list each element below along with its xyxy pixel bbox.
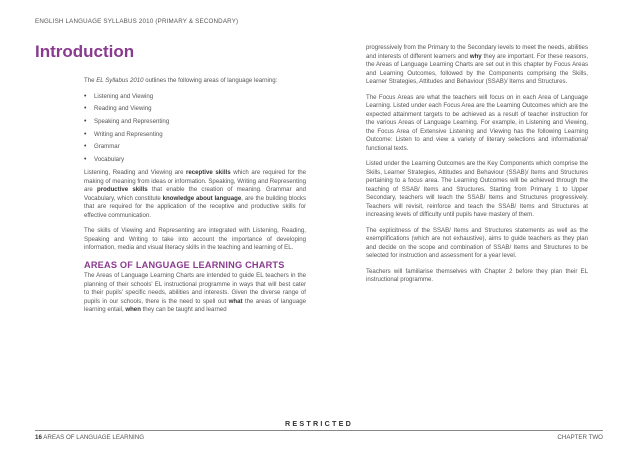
familiarise-paragraph: Teachers will familiarise themselves with Chapter 2 before they plan their EL instructional programme. bbox=[366, 267, 588, 283]
syllabus-title: EL Syllabus 2010 bbox=[96, 77, 144, 84]
footer-section-title: AREAS OF LANGUAGE LEARNING bbox=[41, 434, 145, 441]
list-item: • Speaking and Representing bbox=[84, 117, 170, 125]
restricted-label: RESTRICTED bbox=[285, 419, 353, 428]
focus-areas-paragraph: The Focus Areas are what the teachers will focus on in each Area of Language Learning. Listed under each Focus Area are the Learning Outcomes which are the expected attainment targets to be achieved as a result of teacher instruction for the various Areas of Language Learning. For example, in Listening and Viewing, the Focus Area of Extensive Listening and Viewing has the following Learning Outcome: Listen to and view a variety of literary selections and informational/ functional texts. bbox=[366, 93, 588, 152]
language-areas-list bbox=[84, 93, 306, 165]
bullet-icon: • bbox=[84, 105, 87, 113]
skills-paragraph: Listening, Reading and Viewing are receptive skills which are required for the making of meaning from ideas or information. Speaking, Writing and Representing are productive skills that enable the creation of meaning. Grammar and Vocabulary, which constitute knowledge about language, are the building blocks that are required for the application of the receptive and productive skills for effective communication. bbox=[84, 169, 306, 219]
list-item: • Grammar bbox=[84, 143, 120, 151]
running-header: ENGLISH LANGUAGE SYLLABUS 2010 (PRIMARY & SECONDARY) bbox=[35, 18, 239, 25]
charts-paragraph: The Areas of Language Learning Charts are intended to guide EL teachers in the planning of their schools' EL instructional programme in ways that will best cater to their pupils' specific needs, abilities and interests. Given the diverse range of pupils in our schools, there is the need to spell out what the areas of language learning entail, when they can be taught and learned bbox=[84, 272, 306, 314]
continuation-paragraph: progressively from the Primary to the Secondary levels to meet the needs, abilities and interests of different learners and why they are important. For these reasons, the Areas of Language Learning Charts are set out in this chapter by Focus Areas and Learning Outcomes, followed by the Components comprising the Skills, Learner Strategies, Attitudes and Behaviour (SSAB)/ Items and Structures. bbox=[366, 44, 589, 85]
footer-chapter: CHAPTER TWO bbox=[557, 434, 603, 441]
integration-paragraph: The skills of Viewing and Representing are integrated with Listening, Reading, Speaking and Writing to take into account the importance of developing information, media and visual literacy skills in the teaching and learning of EL. bbox=[84, 227, 306, 252]
page-number: 16 bbox=[35, 434, 42, 441]
learning-outcomes-paragraph: Listed under the Learning Outcomes are the Key Components which comprise the Skills, Learner Strategies, Attitudes and Behaviour (SSAB)/ Items and Structures pertaining to a focus area. The Learning Outcomes will be achieved through the teaching of SSAB/ Items and Structures. Starting from Primary 1 to Upper Secondary, teachers will teach the SSAB/ Items and Structures progressively. Teachers will revisit, reinforce and teach the SSAB/ Items and Structures at increasing levels of difficulty until pupils have mastery of them. bbox=[366, 160, 588, 218]
list-item: • Reading and Viewing bbox=[84, 105, 152, 113]
bullet-icon: • bbox=[84, 92, 87, 100]
footer-left bbox=[35, 434, 144, 441]
list-item: • Writing and Representing bbox=[84, 130, 163, 138]
bullet-icon: • bbox=[84, 130, 87, 138]
intro-paragraph: The EL Syllabus 2010 outlines the following areas of language learning: bbox=[84, 77, 278, 84]
section-heading: AREAS OF LANGUAGE LEARNING CHARTS bbox=[84, 259, 285, 270]
page-title: Introduction bbox=[35, 42, 135, 61]
bullet-icon: • bbox=[84, 143, 87, 151]
footer-divider bbox=[35, 430, 603, 431]
bullet-icon: • bbox=[84, 117, 87, 125]
left-column bbox=[84, 77, 306, 322]
list-item: • Listening and Viewing bbox=[84, 92, 154, 100]
right-column bbox=[366, 44, 588, 292]
explicitness-paragraph: The explicitness of the SSAB/ Items and Structures statements as well as the exemplifications (which are not exhaustive), aims to guide teachers as they plan and decide on the scope and combination of SSAB/ Items and Structures to be selected for instruction and assessment for a year level. bbox=[366, 226, 588, 259]
bullet-icon: • bbox=[84, 155, 87, 163]
list-item: • Vocabulary bbox=[84, 155, 125, 163]
